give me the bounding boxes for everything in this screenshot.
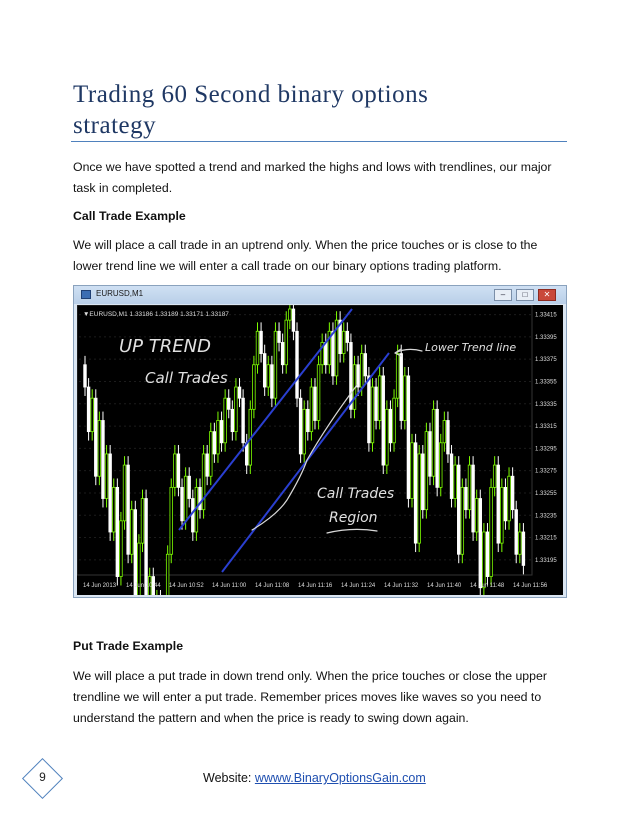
y-tick-label: 1.33295	[535, 446, 557, 453]
y-tick-label: 1.33395	[535, 334, 557, 341]
candle-body	[112, 487, 115, 532]
candlestick-chart	[77, 305, 563, 595]
website-label: Website:	[203, 771, 255, 785]
candle-body	[278, 331, 281, 342]
candle-body	[227, 398, 230, 409]
candle-body	[184, 476, 187, 521]
put-trade-paragraph: We will place a put trade in down trend only. When the price touches or close the upper trendline we will enter a put trade. Remember prices moves like waves so you need to understand the pattern and when the price is ready to swing down again.	[73, 669, 547, 725]
candle-body	[472, 465, 475, 532]
candle-body	[501, 487, 504, 543]
candle-body	[457, 465, 460, 554]
candle-body	[421, 454, 424, 510]
chart-app-icon	[81, 290, 91, 299]
x-tick-label: 14 Jun 11:16	[298, 583, 333, 589]
candle-body	[357, 365, 360, 387]
candle-body	[475, 499, 478, 532]
candle-body	[342, 331, 345, 353]
candle-body	[310, 387, 313, 432]
candle-body	[389, 409, 392, 442]
candle-body	[396, 354, 399, 399]
candle-body	[515, 510, 518, 555]
candle-body	[181, 487, 184, 520]
candle-body	[84, 365, 87, 387]
candle-body	[292, 309, 295, 331]
candle-body	[289, 309, 292, 320]
candle-body	[508, 476, 511, 521]
y-tick-label: 1.33415	[535, 312, 557, 319]
annotation-call-trades: Call Trades	[145, 369, 228, 387]
call-trade-paragraph: We will place a call trade in an uptrend only. When the price touches or is close to the lower trend line we will enter a call trade on our binary options trading platform.	[73, 238, 538, 273]
candle-body	[109, 454, 112, 532]
y-tick-label: 1.33335	[535, 401, 557, 408]
x-tick-label: 14 Jun 11:08	[255, 583, 290, 589]
maximize-button[interactable]: □	[516, 289, 534, 301]
candle-body	[429, 432, 432, 477]
y-tick-label: 1.33215	[535, 535, 557, 542]
candle-body	[317, 365, 320, 421]
candle-body	[127, 465, 130, 554]
candle-body	[105, 454, 108, 499]
candle-body	[425, 432, 428, 510]
chart-window-titlebar	[74, 286, 566, 304]
x-tick-label: 14 Jun 10:52	[169, 583, 204, 589]
candle-body	[486, 532, 489, 577]
candle-body	[274, 331, 277, 398]
candle-body	[260, 331, 263, 353]
candle-body	[414, 443, 417, 543]
candle-body	[199, 487, 202, 509]
page-number: 9	[39, 770, 46, 784]
title-line-2: strategy	[73, 112, 157, 139]
candle-body	[242, 398, 245, 443]
y-tick-label: 1.33235	[535, 513, 557, 520]
candle-body	[253, 365, 256, 410]
candle-body	[87, 387, 90, 432]
candle-body	[91, 398, 94, 431]
annotation-uptrend: UP TREND	[119, 336, 211, 357]
candle-body	[497, 465, 500, 543]
annotation-lower-trendline: Lower Trend line	[425, 341, 517, 354]
chart-window-title: EURUSD,M1	[96, 289, 144, 298]
candle-body	[479, 499, 482, 588]
y-tick-label: 1.33195	[535, 557, 557, 564]
candle-body	[102, 420, 105, 498]
minimize-button[interactable]: –	[494, 289, 512, 301]
candle-body	[382, 376, 385, 465]
annotation-region: Region	[329, 510, 378, 526]
candle-body	[378, 376, 381, 421]
candle-body	[360, 354, 363, 387]
candle-body	[120, 521, 123, 577]
candle-body	[170, 487, 173, 554]
candle-body	[350, 342, 353, 409]
candle-body	[511, 476, 514, 509]
candle-body	[145, 499, 148, 595]
candle-body	[306, 409, 309, 431]
candle-body	[209, 432, 212, 477]
candle-body	[206, 454, 209, 476]
candle-body	[436, 409, 439, 487]
candle-body	[332, 331, 335, 376]
candle-body	[504, 487, 507, 520]
candle-body	[364, 354, 367, 376]
candle-body	[94, 398, 97, 476]
candle-body	[522, 532, 525, 565]
candle-body	[346, 331, 349, 342]
candle-body	[238, 387, 241, 398]
candle-body	[192, 499, 195, 532]
candle-body	[235, 387, 238, 432]
website-link[interactable]: wwww.BinaryOptionsGain.com	[254, 771, 426, 785]
candle-body	[123, 465, 126, 521]
candle-body	[141, 499, 144, 544]
candle-body	[231, 409, 234, 431]
candle-body	[217, 420, 220, 453]
x-tick-label: 14 Jun 11:48	[470, 583, 505, 589]
candle-body	[461, 487, 464, 554]
put-trade-heading: Put Trade Example	[73, 639, 184, 653]
candle-body	[224, 398, 227, 443]
candle-body	[447, 420, 450, 453]
close-button[interactable]: ✕	[538, 289, 556, 301]
candle-body	[368, 376, 371, 443]
candle-body	[411, 443, 414, 499]
candle-body	[454, 465, 457, 498]
candle-body	[98, 420, 101, 476]
page-title	[73, 79, 573, 141]
candle-body	[418, 454, 421, 543]
candle-body	[400, 354, 403, 421]
candle-body	[174, 454, 177, 487]
candle-body	[519, 532, 522, 554]
candle-body	[465, 487, 468, 509]
candle-body	[404, 376, 407, 421]
y-tick-label: 1.33375	[535, 357, 557, 364]
candle-body	[439, 443, 442, 488]
candle-body	[407, 376, 410, 499]
candle-body	[386, 409, 389, 465]
call-trade-heading: Call Trade Example	[73, 209, 186, 223]
candle-body	[432, 409, 435, 476]
candle-body	[271, 365, 274, 398]
candle-body	[468, 465, 471, 510]
candle-body	[324, 342, 327, 364]
y-tick-label: 1.33255	[535, 490, 557, 497]
chart-window	[73, 285, 567, 598]
candle-body	[483, 532, 486, 588]
candle-body	[443, 420, 446, 442]
candle-body	[375, 387, 378, 420]
symbol-info-label: ▼EURUSD,M1 1.33186 1.33189 1.33171 1.33187	[83, 311, 229, 318]
candle-body	[256, 331, 259, 364]
x-tick-label: 14 Jun 11:40	[427, 583, 462, 589]
x-tick-label: 14 Jun 10:44	[126, 583, 161, 589]
candle-body	[285, 320, 288, 365]
x-tick-label: 14 Jun 11:56	[513, 583, 548, 589]
candle-body	[490, 487, 493, 576]
candle-body	[220, 420, 223, 442]
candle-body	[213, 432, 216, 454]
candle-body	[267, 365, 270, 387]
footer-website	[203, 771, 426, 785]
candle-body	[393, 398, 396, 443]
y-tick-label: 1.33275	[535, 468, 557, 475]
candle-body	[314, 387, 317, 420]
candle-body	[303, 409, 306, 454]
annotation-call-trades-region: Call Trades	[317, 486, 395, 502]
title-underline	[71, 141, 567, 142]
x-tick-label: 14 Jun 11:00	[212, 583, 247, 589]
x-tick-label: 14 Jun 2013	[83, 583, 117, 589]
candle-body	[296, 331, 299, 398]
candle-body	[371, 387, 374, 443]
candle-body	[263, 354, 266, 387]
candle-body	[177, 454, 180, 487]
candle-body	[299, 398, 302, 454]
candle-body	[281, 342, 284, 364]
candle-body	[188, 476, 191, 498]
x-tick-label: 14 Jun 11:32	[384, 583, 419, 589]
title-line-1: Trading 60 Second binary options	[73, 81, 429, 108]
candle-body	[130, 510, 133, 555]
candle-body	[493, 465, 496, 487]
y-tick-label: 1.33355	[535, 379, 557, 386]
intro-paragraph: Once we have spotted a trend and marked the highs and lows with trendlines, our major task in completed.	[73, 160, 552, 195]
candle-body	[116, 487, 119, 576]
candle-body	[450, 454, 453, 499]
y-tick-label: 1.33315	[535, 424, 557, 431]
x-tick-label: 14 Jun 11:24	[341, 583, 376, 589]
